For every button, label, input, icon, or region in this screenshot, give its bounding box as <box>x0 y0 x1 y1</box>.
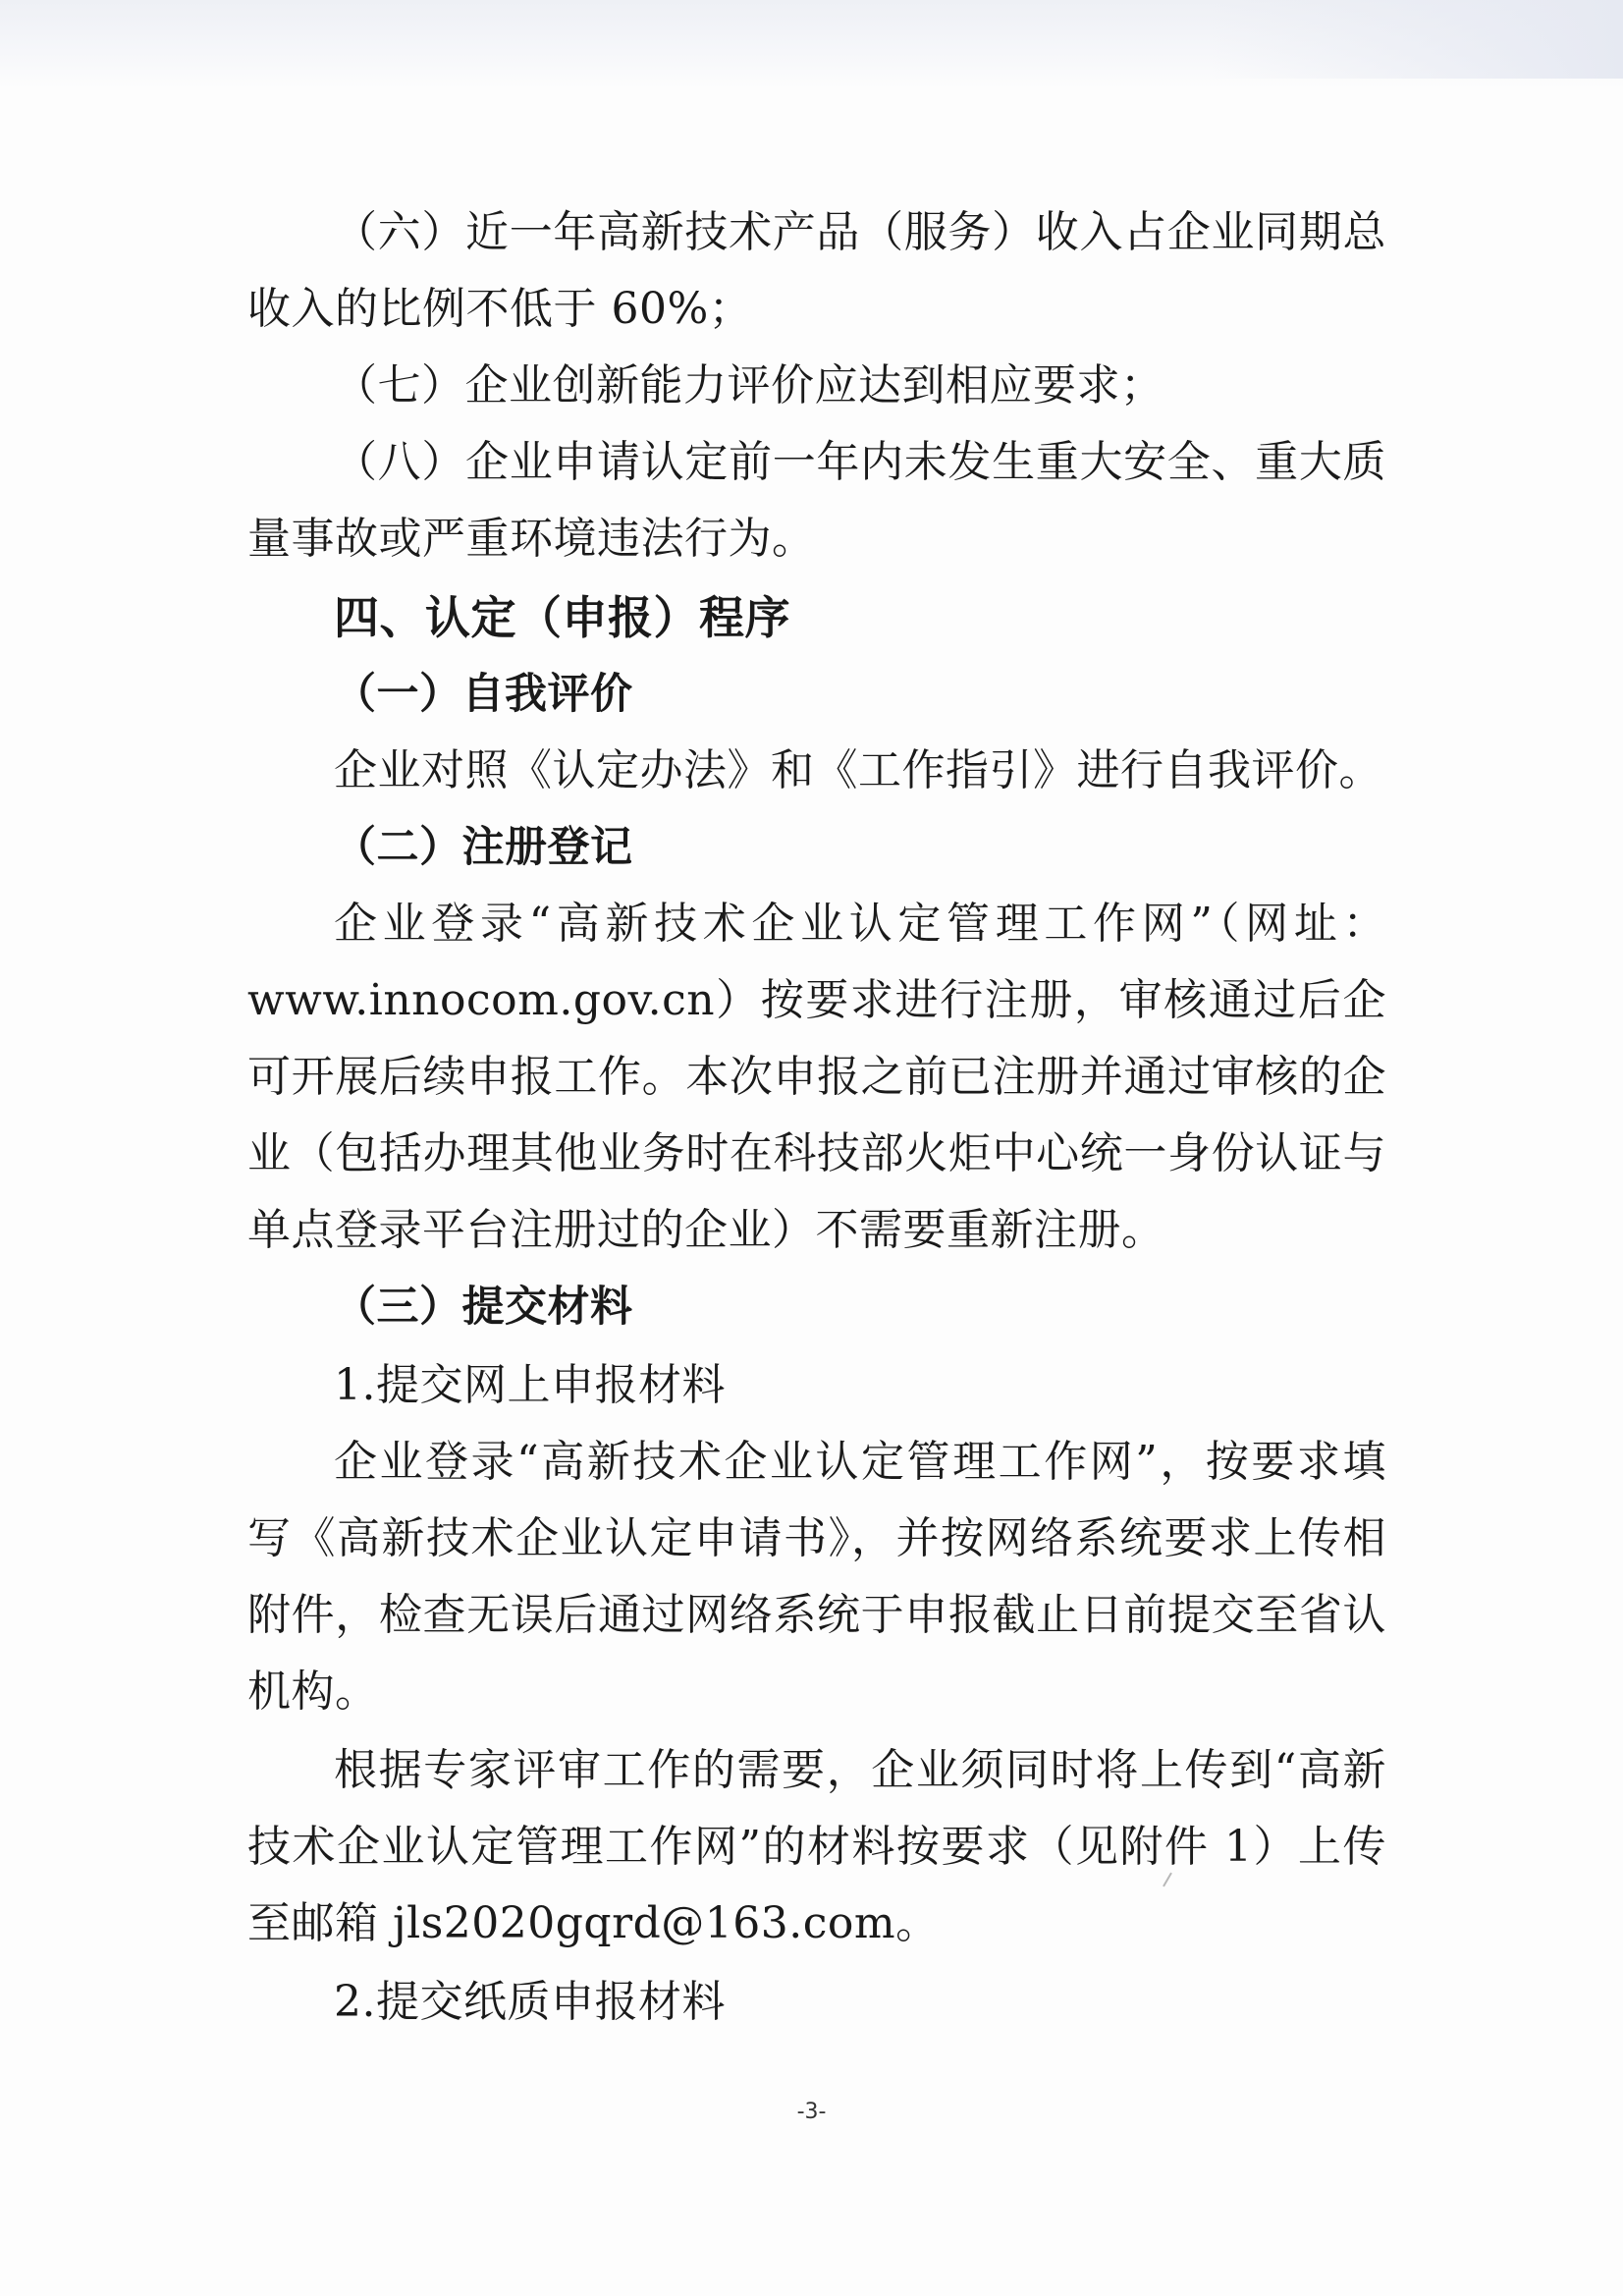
text-line-6: 四、认定（申报）程序 <box>334 591 790 644</box>
scan-shadow-corner <box>1211 0 1623 79</box>
text-line-17: 企业登录“高新技术企业认定管理工作网”，按要求填 <box>334 1437 1386 1487</box>
text-line-3: （七）企业创新能力评价应达到相应要求； <box>334 360 1164 410</box>
text-line-18: 写《高新技术企业认定申请书》，并按网络系统要求上传相 <box>247 1513 1386 1563</box>
text-line-14: 单点登录平台注册过的企业）不需要重新注册。 <box>247 1205 1165 1255</box>
text-line-13: 业（包括办理其他业务时在科技部火炬中心统一身份认证与 <box>247 1128 1386 1178</box>
page-number: -3- <box>796 2100 827 2124</box>
text-line-24: 2.提交纸质申报材料 <box>334 1977 726 2027</box>
text-line-9: （二）注册登记 <box>334 823 633 872</box>
text-line-4: （八）企业申请认定前一年内未发生重大安全、重大质 <box>334 437 1386 487</box>
text-line-22: 技术企业认定管理工作网”的材料按要求（见附件 1）上传 <box>247 1822 1386 1872</box>
text-line-19: 附件，检查无误后通过网络系统于申报截止日前提交至省认 <box>247 1590 1386 1640</box>
text-line-20: 机构。 <box>247 1667 379 1717</box>
text-line-1: （六）近一年高新技术产品（服务）收入占企业同期总 <box>334 207 1386 257</box>
text-line-23: 至邮箱 jls2020gqrd@163.com。 <box>247 1898 940 1948</box>
text-line-15: （三）提交材料 <box>334 1283 633 1332</box>
text-line-8: 企业对照《认定办法》和《工作指引》进行自我评价。 <box>334 745 1382 795</box>
text-line-10: 企业登录“高新技术企业认定管理工作网”（网址： <box>334 899 1386 949</box>
text-line-7: （一）自我评价 <box>334 670 633 719</box>
text-line-11: www.innocom.gov.cn）按要求进行注册，审核通过后企 <box>247 975 1386 1025</box>
text-line-21: 根据专家评审工作的需要，企业须同时将上传到“高新 <box>334 1745 1386 1795</box>
text-line-2: 收入的比例不低于 60%； <box>247 284 753 334</box>
text-line-12: 可开展后续申报工作。本次申报之前已注册并通过审核的企 <box>247 1052 1386 1102</box>
text-line-16: 1.提交网上申报材料 <box>334 1360 726 1410</box>
text-line-5: 量事故或严重环境违法行为。 <box>247 514 816 564</box>
